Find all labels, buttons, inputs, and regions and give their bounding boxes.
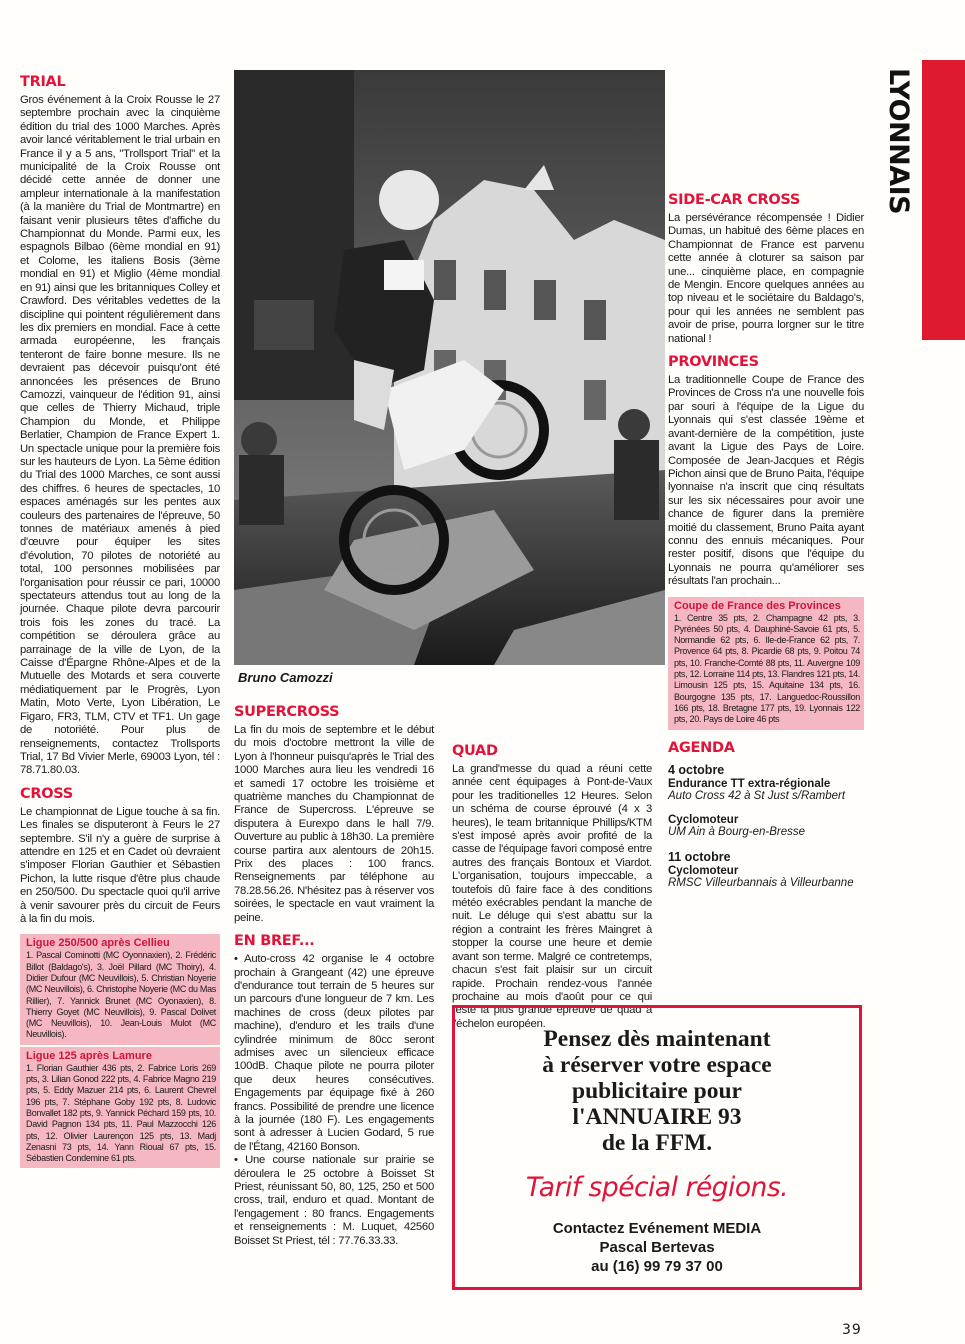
agenda-heading: AGENDA <box>668 739 735 756</box>
side-car-body: La persévérance récompensée ! Didier Dumas, un habitué des 6ème places en Championnat de France est parvenu cette année à cloturer sa saison par une... cinquième place, en compagnie de Mengin. Encore quelques années au top niveau et le sociétaire du Baldago's, pour qui les années ne semblent pas avoir de prise, pourra lorgner sur le titre national ! <box>668 212 864 345</box>
agenda-date-2: 11 octobre <box>668 849 731 864</box>
coupe-provinces-heading: Coupe de France des Provinces <box>674 599 841 612</box>
column-middle-left <box>234 700 434 1247</box>
ad-line-2: à réserver votre espace <box>542 1052 772 1078</box>
ligue-250-box <box>20 934 220 1044</box>
page-number: 39 <box>842 1322 862 1338</box>
ligue-125-results: 1. Florian Gauthier 436 pts, 2. Fabrice Loris 269 pts, 3. Lilian Gonod 222 pts, 4. Fabrice Magno 219 pts, 5. Eddy Mazuer 214 pts, 6. Laurent Chevrel 196 pts, 7. Stéphane Goby 192 pts, 8. Ludovic Bonvallet 182 pts, 9. Yannick Péchard 159 pts, 10. David Pagnon 134 pts, 11. Paul Mazzocchi 126 pts, 12. Olivier Laurençon 125 pts, 13. Madj Zenasni 73 pts, 14. Yann Rioual 67 pts, 15. Sébastien Condemine 61 pts. <box>26 1062 216 1164</box>
ad-contact-line-3: au (16) 99 79 37 00 <box>591 1258 723 1275</box>
ad-contact-line-2: Pascal Bertevas <box>599 1239 715 1256</box>
column-right <box>668 66 864 901</box>
provinces-heading: PROVINCES <box>668 354 759 371</box>
ligue-250-heading: Ligue 250/500 après Cellieu <box>26 937 170 950</box>
agenda-event-3-title: Cyclomoteur <box>668 864 739 877</box>
supercross-body: La fin du mois de septembre et le début du mois d'octobre mettront la ville de Lyon à l'honneur puisqu'après le Trial des 1000 Marches aura lieu les vendredi 16 et samedi 17 octobre les troisième et quatrième manches du Championnat de France de Supercross. L'épreuve se disputera à Eurexpo dans le hall 7/9. Ouverture au public à 18h30. La première course partira aux alentours de 20h15. Prix des places : 100 francs. Renseignements par téléphone au 78.28.56.26. N'hésitez pas à réserver vos soirées, le spectacle en vaut vraiment la peine. <box>234 724 434 924</box>
quad-body: La grand'messe du quad a réuni cette année cent équipages à Pont-de-Vaux pour les traditionelles 12 Heures. Selon un schéma de course éprouvé (4 x 3 heures), le team britannique Phillips/KTM s'est imposé après avoir profité de la casse de l'équipage favori composé entre autres des français Bontoux et Viardot. L'organisation, toujours impeccable, a toutefois dû faire face à des conditions météo exécrables pendant la manche de nuit. Le déluge qui s'est abattu sur la région a contraint les frères Maingret à stopper la course une heure et demie avant son terme. Malgré ce contretemps, chacun s'est fait plaisir sur un circuit rapide. Prochain rendez-vous l'année prochaine au mois d'août pour ce qui reste la plus grande épreuve de quad à l'échelon européen. <box>452 763 652 1030</box>
column-left <box>20 70 220 1170</box>
ad-line-5: de la FFM. <box>601 1130 713 1156</box>
section-title: LYONNAIS <box>883 68 914 215</box>
agenda-event-1-location: Auto Cross 42 à St Just s/Rambert <box>668 789 846 802</box>
trial-body: Gros événement à la Croix Rousse le 27 septembre prochain avec la cinquième édition du trial des 1000 Marches. Après avoir lancé véritablement le trial urbain en France il y a 5 ans, "Trollsport Trial" et la municipalité de la Croix Rousse ont décidé cette année de donner une ampleur internationale à la manifestation (à la manière du Trial de Montmartre) en faisant venir plusieurs têtes d'affiche du Championnat du Monde. Parmi eux, les espagnols Bilbao (6ème mondial en 91) et Colome, les italiens Bosis (3ème mondial en 91) et Miglio (4ème mondial en 91) ainsi que les britanniques Colley et Crawford. Des véritables vedettes de la discipline qui pointent régulièrement dans les dix premiers en mondial. Face à cette armada européenne, les français tenteront de faire bonne mesure. Ils ne devraient pas décevoir puisqu'ont été annoncées les présences de Bruno Camozzi, vainqueur de l'édition 91, ainsi que celles de Thierry Michaud, triple Champion du Monde, et Philippe Berlatier, Champion de France Expert 1. Un spectacle unique pour la première fois sur les hauteurs de Lyon. La 5ème édition du Trial des 1000 Marches, ce sont aussi des chiffres. 6 heures de spectacles, 10 espaces aménagés sur les pentes aux couleurs des partenaires de l'épreuve, 50 tonnes de matériaux amenés à pied d'œuvre pour équiper les sites d'évolution, 70 pilotes de notoriété au total, 100 personnes mobilisées par l'organisation pour réussir ce pari, 10000 spectateurs attendus tout au long de la journée. Chaque pilote devra parcourir trois fois les zones du tracé. La compétition se déroulera grâce au parrainage de la ville de Lyon, de la Caisse d'Épargne Rhône-Alpes et de la Mutuelle des Motards et sera couverte médiatiquement par le Progrès, Lyon Matin, Moto Verte, Lyon Libération, Le Figaro, FR3, TLM, CTV et TF1. Un gage de notoriété. Pour plus de renseignements, contactez Trollsports Trial, 17 Bd Vivier Merle, 69003 Lyon, tél : 78.71.80.03. <box>20 94 220 777</box>
ad-tarif: Tarif spécial régions. <box>525 1172 789 1203</box>
agenda-event-2-title: Cyclomoteur <box>668 813 739 826</box>
ligue-125-heading: Ligue 125 après Lamure <box>26 1049 152 1062</box>
agenda-date-1: 4 octobre <box>668 762 725 777</box>
ligue-125-box <box>20 1047 220 1169</box>
advertisement-box <box>452 1005 862 1290</box>
side-car-heading: SIDE-CAR CROSS <box>668 192 801 208</box>
agenda-event-3-location: RMSC Villeurbannais à Villeurbanne <box>668 876 854 889</box>
coupe-provinces-results: 1. Centre 35 pts, 2. Champagne 42 pts, 3. Pyrénées 50 pts, 4. Dauphiné-Savoie 61 pts, 5. Normandie 62 pts, 6. Ile-de-France 62 pts, 7. Provence 64 pts, 8. Picardie 68 pts, 9. Poitou 74 pts, 10. Franche-Comté 88 pts, 11. Auvergne 109 pts, 12. Lorraine 114 pts, 13. Flandres 121 pts, 14. Limousin 125 pts, 15. Aquitaine 134 pts, 16. Bourgogne 135 pts, 17. Languedoc-Roussillon 166 pts, 18. Bretagne 177 pts, 19. Lyonnais 122 pts, 20. Pays de Loire 46 pts <box>674 612 860 725</box>
trial-heading: TRIAL <box>20 74 66 90</box>
en-bref-heading: EN BREF... <box>234 933 315 950</box>
quad-continuation <box>668 66 864 186</box>
agenda-event-1-title: Endurance TT extra-régionale <box>668 777 831 790</box>
ad-line-4: l'ANNUAIRE 93 <box>572 1104 742 1130</box>
ad-contact <box>455 1219 859 1276</box>
agenda-event-2-location: UM Ain à Bourg-en-Bresse <box>668 825 805 838</box>
coupe-provinces-box <box>668 597 864 730</box>
photo-trial-rider <box>234 70 665 665</box>
ad-line-3: publicitaire pour <box>572 1078 742 1104</box>
ad-line-1: Pensez dès maintenant <box>543 1026 771 1052</box>
ad-headline <box>465 1026 849 1156</box>
ad-contact-line-1: Contactez Evénement MEDIA <box>552 1220 762 1237</box>
quad-heading: QUAD <box>452 743 498 759</box>
supercross-heading: SUPERCROSS <box>234 704 340 720</box>
en-bref-item-1: • Auto-cross 42 organise le 4 octobre prochain à Grangeant (42) une épreuve d'endurance tout terrain de 5 heures sur un parcours d'une longueur de 7 km. Les machines de cross (deux pilotes par machine), d'enduro et les trails d'une cylindrée minimum de 80cc seront admises avec un silencieux efficace 100dB. Chaque pilote ne pourra piloter que deux heures consécutives. Engagements par équipage fixé à 260 francs. Possibilité de prendre une licence à la journée (180 F). Les engagements sont à adresser à Lucien Godard, 5 rue de l'Étang, 42160 Bonson. <box>234 953 434 1153</box>
en-bref-item-2: • Une course nationale sur prairie se déroulera le 25 octobre à Boisset St Priest, réunissant 50, 80, 125, 250 et 500 cross, trail, enduro et quad. Montant de l'engagement : 80 francs. Engagements et renseignements : M. Luquet, 42560 Boisset St Priest, tél : 77.76.33.33. <box>234 1154 434 1247</box>
cross-heading: CROSS <box>20 785 73 802</box>
column-middle-right <box>452 695 652 1030</box>
cross-body: Le championnat de Ligue touche à sa fin. Les finales se disputeront à Feurs le 27 septembre. S'il n'y a guère de surprise à attendre en 125 et en Cadet où devraient s'imposer Florian Gauthier et Sébastien Pichon, la lutte risque d'être plus chaude en 250/500. Du spectacle quoi qu'il arrive à venir savourer près du circuit de Feurs à la fin du mois. <box>20 805 220 925</box>
ligue-250-results: 1. Pascal Cominotti (MC Oyonnaxien), 2. Frédéric Billot (Baldago's), 3. Joël Pillard (MC Thoiry), 4. Didier Dufour (MC Neuvillois), 5. Christian Noyerie (MC Neuvillois), 6. Christophe Noyerie (MC du Mas Rillier), 7. Yannick Brunet (MC Oyonaxien), 8. Thierry Goyet (MC Neuvillois), 9. Pascal Dolivet (MC Neuvillois), 10. Jean-Louis Mulot (MC Neuvillois). <box>26 950 216 1040</box>
photo-caption: Bruno Camozzi <box>238 670 333 685</box>
provinces-body: La traditionnelle Coupe de France des Provinces de Cross n'a une nouvelle fois par souri à l'équipe de la Ligue du Lyonnais qui s'est classée 19ème et avant-dernière de la compétition, juste avant la Ligue des Pays de Loire. Composée de Jean-Jacques et Régis Pichon ainsi que de Bruno Paita, l'équipe lyonnaise n'a inscrit que cinq résultats sur les six nécessaires pour avoir une chance de figurer dans la première moitié du classement, Bruno Paita ayant connu des ennuis mécaniques. Pour rester positif, disons que l'équipe du Lyonnais ne pourra qu'améliorer ses résultats l'an prochain... <box>668 374 864 588</box>
rider-photo-image <box>234 70 665 665</box>
